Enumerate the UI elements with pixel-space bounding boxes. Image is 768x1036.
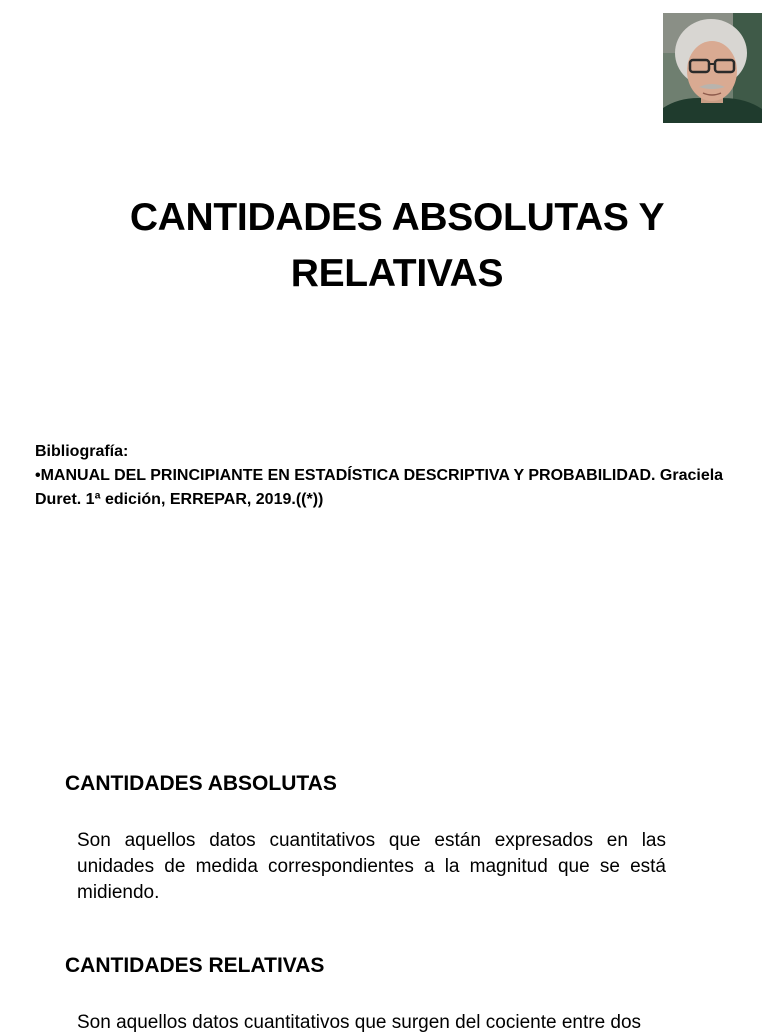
bibliography bbox=[35, 440, 735, 512]
title-line-1: CANTIDADES ABSOLUTAS Y bbox=[129, 196, 665, 239]
author-photo bbox=[663, 13, 762, 123]
page-title bbox=[0, 190, 768, 302]
bibliography-heading: Bibliografía: bbox=[35, 443, 129, 460]
section-heading-absolutas: CANTIDADES ABSOLUTAS bbox=[65, 772, 337, 795]
bibliography-entry-line-2: Duret. 1ª edición, ERREPAR, 2019.((*)) bbox=[35, 491, 324, 508]
section-heading-relativas: CANTIDADES RELATIVAS bbox=[65, 954, 325, 977]
section-text-relativas: Son aquellos datos cuantitativos que surgen del cociente entre dos bbox=[77, 1012, 642, 1033]
title-line-2: RELATIVAS bbox=[290, 252, 504, 295]
section-text-absolutas: Son aquellos datos cuantitativos que están expresados en las unidades de medida correspondientes a la magnitud que se está midiendo. bbox=[77, 830, 666, 903]
bibliography-entry-line-1: •MANUAL DEL PRINCIPIANTE EN ESTADÍSTICA DESCRIPTIVA Y PROBABILIDAD. Graciela bbox=[35, 467, 724, 484]
portrait-image bbox=[663, 13, 762, 123]
